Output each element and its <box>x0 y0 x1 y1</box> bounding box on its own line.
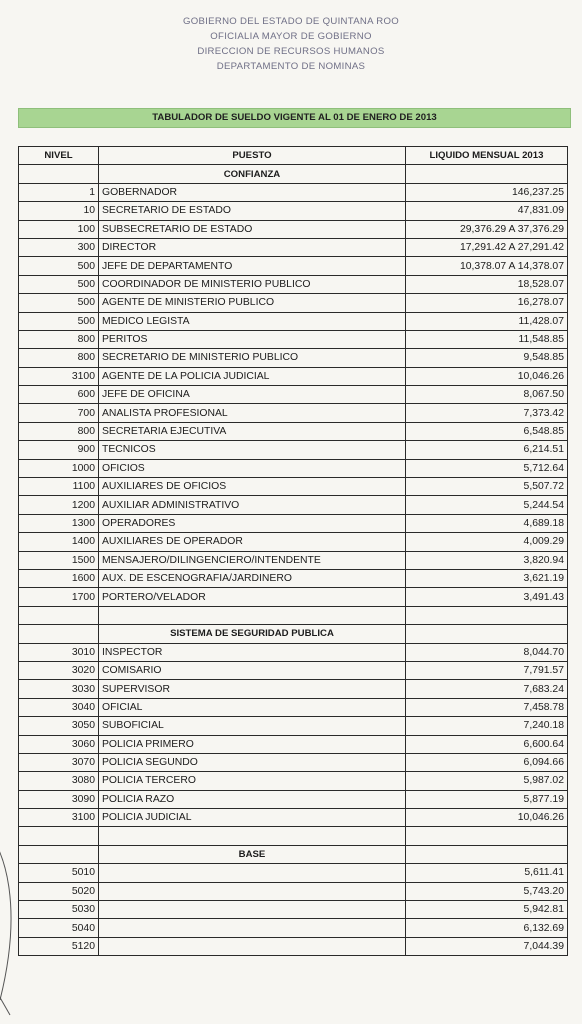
puesto-cell <box>99 937 406 955</box>
puesto-cell: SECRETARIA EJECUTIVA <box>99 422 406 440</box>
liquido-cell: 5,877.19 <box>406 790 568 808</box>
nivel-cell: 3070 <box>19 753 99 771</box>
puesto-cell: AUXILIARES DE OPERADOR <box>99 533 406 551</box>
section-title: CONFIANZA <box>99 165 406 183</box>
table-row <box>19 901 568 919</box>
puesto-cell: JEFE DE DEPARTAMENTO <box>99 257 406 275</box>
puesto-cell: SECRETARIO DE MINISTERIO PUBLICO <box>99 349 406 367</box>
liquido-cell: 7,683.24 <box>406 680 568 698</box>
nivel-cell: 1300 <box>19 514 99 532</box>
nivel-cell: 3040 <box>19 698 99 716</box>
table-row <box>19 183 568 201</box>
blank-row <box>19 827 568 845</box>
table-row <box>19 514 568 532</box>
puesto-cell <box>99 882 406 900</box>
puesto-cell: PERITOS <box>99 330 406 348</box>
document-title-banner: TABULADOR DE SUELDO VIGENTE AL 01 DE ENERO DE 2013 <box>18 108 571 128</box>
table-row <box>19 257 568 275</box>
column-header-liquido: LIQUIDO MENSUAL 2013 <box>406 147 568 165</box>
table-row <box>19 349 568 367</box>
puesto-cell: MEDICO LEGISTA <box>99 312 406 330</box>
puesto-cell: SUBOFICIAL <box>99 717 406 735</box>
table-row <box>19 643 568 661</box>
table-row <box>19 459 568 477</box>
nivel-cell: 1400 <box>19 533 99 551</box>
liquido-cell: 5,942.81 <box>406 901 568 919</box>
nivel-cell: 3100 <box>19 367 99 385</box>
liquido-cell: 17,291.42 A 27,291.42 <box>406 238 568 256</box>
nivel-cell: 1200 <box>19 496 99 514</box>
liquido-cell: 146,237.25 <box>406 183 568 201</box>
puesto-cell: POLICIA PRIMERO <box>99 735 406 753</box>
puesto-cell: SUBSECRETARIO DE ESTADO <box>99 220 406 238</box>
nivel-cell: 3060 <box>19 735 99 753</box>
table-row <box>19 294 568 312</box>
nivel-cell: 100 <box>19 220 99 238</box>
table-row <box>19 404 568 422</box>
puesto-cell: AUXILIAR ADMINISTRATIVO <box>99 496 406 514</box>
nivel-cell: 5020 <box>19 882 99 900</box>
table-row <box>19 533 568 551</box>
table-row <box>19 478 568 496</box>
table-row <box>19 238 568 256</box>
table-row <box>19 569 568 587</box>
liquido-cell: 8,067.50 <box>406 386 568 404</box>
section-liquido-cell <box>406 845 568 863</box>
table-row <box>19 919 568 937</box>
table-body <box>19 165 568 956</box>
nivel-cell: 3080 <box>19 772 99 790</box>
puesto-cell: COORDINADOR DE MINISTERIO PUBLICO <box>99 275 406 293</box>
table-row <box>19 735 568 753</box>
section-liquido-cell <box>406 625 568 643</box>
table-row <box>19 680 568 698</box>
table-row <box>19 551 568 569</box>
liquido-cell: 16,278.07 <box>406 294 568 312</box>
blank-cell <box>406 827 568 845</box>
column-header-nivel: NIVEL <box>19 147 99 165</box>
liquido-cell: 7,240.18 <box>406 717 568 735</box>
nivel-cell: 1000 <box>19 459 99 477</box>
puesto-cell: MENSAJERO/DILINGENCIERO/INTENDENTE <box>99 551 406 569</box>
header-line-direction: DIRECCION DE RECURSOS HUMANOS <box>197 46 385 57</box>
puesto-cell: POLICIA JUDICIAL <box>99 809 406 827</box>
section-row <box>19 165 568 183</box>
liquido-cell: 5,611.41 <box>406 864 568 882</box>
liquido-cell: 29,376.29 A 37,376.29 <box>406 220 568 238</box>
nivel-cell: 1500 <box>19 551 99 569</box>
puesto-cell: POLICIA RAZO <box>99 790 406 808</box>
table-row <box>19 422 568 440</box>
puesto-cell: GOBERNADOR <box>99 183 406 201</box>
puesto-cell: COMISARIO <box>99 661 406 679</box>
blank-cell <box>99 827 406 845</box>
nivel-cell: 3090 <box>19 790 99 808</box>
liquido-cell: 10,046.26 <box>406 367 568 385</box>
puesto-cell: PORTERO/VELADOR <box>99 588 406 606</box>
table-row <box>19 772 568 790</box>
nivel-cell: 800 <box>19 330 99 348</box>
table-row <box>19 496 568 514</box>
puesto-cell <box>99 919 406 937</box>
liquido-cell: 4,009.29 <box>406 533 568 551</box>
liquido-cell: 11,548.85 <box>406 330 568 348</box>
liquido-cell: 7,044.39 <box>406 937 568 955</box>
puesto-cell: SUPERVISOR <box>99 680 406 698</box>
blank-cell <box>19 606 99 624</box>
header-line-department: DEPARTAMENTO DE NOMINAS <box>216 61 366 72</box>
table-row <box>19 698 568 716</box>
liquido-cell: 5,507.72 <box>406 478 568 496</box>
column-header-puesto: PUESTO <box>99 147 406 165</box>
liquido-cell: 47,831.09 <box>406 202 568 220</box>
nivel-cell: 1100 <box>19 478 99 496</box>
liquido-cell: 7,373.42 <box>406 404 568 422</box>
puesto-cell: ANALISTA PROFESIONAL <box>99 404 406 422</box>
liquido-cell: 9,548.85 <box>406 349 568 367</box>
nivel-cell: 500 <box>19 294 99 312</box>
nivel-cell: 3100 <box>19 809 99 827</box>
table-row <box>19 661 568 679</box>
liquido-cell: 8,044.70 <box>406 643 568 661</box>
liquido-cell: 10,046.26 <box>406 809 568 827</box>
puesto-cell: OFICIOS <box>99 459 406 477</box>
nivel-cell: 800 <box>19 349 99 367</box>
nivel-cell: 300 <box>19 238 99 256</box>
liquido-cell: 6,214.51 <box>406 441 568 459</box>
puesto-cell: INSPECTOR <box>99 643 406 661</box>
liquido-cell: 6,548.85 <box>406 422 568 440</box>
liquido-cell: 4,689.18 <box>406 514 568 532</box>
puesto-cell: DIRECTOR <box>99 238 406 256</box>
liquido-cell: 6,132.69 <box>406 919 568 937</box>
nivel-cell: 3050 <box>19 717 99 735</box>
puesto-cell <box>99 864 406 882</box>
liquido-cell: 7,458.78 <box>406 698 568 716</box>
puesto-cell <box>99 901 406 919</box>
liquido-cell: 6,094.66 <box>406 753 568 771</box>
table-row <box>19 753 568 771</box>
nivel-cell: 500 <box>19 312 99 330</box>
nivel-cell: 1700 <box>19 588 99 606</box>
blank-cell <box>19 827 99 845</box>
salary-table <box>18 146 568 956</box>
section-nivel-cell <box>19 625 99 643</box>
nivel-cell: 5030 <box>19 901 99 919</box>
puesto-cell: JEFE DE OFICINA <box>99 386 406 404</box>
nivel-cell: 10 <box>19 202 99 220</box>
puesto-cell: AGENTE DE LA POLICIA JUDICIAL <box>99 367 406 385</box>
liquido-cell: 5,712.64 <box>406 459 568 477</box>
liquido-cell: 5,987.02 <box>406 772 568 790</box>
table-row <box>19 275 568 293</box>
table-row <box>19 312 568 330</box>
nivel-cell: 600 <box>19 386 99 404</box>
liquido-cell: 3,491.43 <box>406 588 568 606</box>
nivel-cell: 5120 <box>19 937 99 955</box>
puesto-cell: AUX. DE ESCENOGRAFIA/JARDINERO <box>99 569 406 587</box>
liquido-cell: 5,244.54 <box>406 496 568 514</box>
table-row <box>19 367 568 385</box>
puesto-cell: POLICIA TERCERO <box>99 772 406 790</box>
table-row <box>19 864 568 882</box>
puesto-cell: AGENTE DE MINISTERIO PUBLICO <box>99 294 406 312</box>
table-row <box>19 809 568 827</box>
blank-cell <box>99 606 406 624</box>
puesto-cell: SECRETARIO DE ESTADO <box>99 202 406 220</box>
nivel-cell: 3010 <box>19 643 99 661</box>
margin-stamp-mark <box>0 800 20 1020</box>
section-liquido-cell <box>406 165 568 183</box>
section-nivel-cell <box>19 845 99 863</box>
header-line-government: GOBIERNO DEL ESTADO DE QUINTANA ROO <box>182 16 400 27</box>
nivel-cell: 500 <box>19 257 99 275</box>
nivel-cell: 3020 <box>19 661 99 679</box>
nivel-cell: 5010 <box>19 864 99 882</box>
table-row <box>19 717 568 735</box>
puesto-cell: AUXILIARES DE OFICIOS <box>99 478 406 496</box>
nivel-cell: 700 <box>19 404 99 422</box>
table-row <box>19 386 568 404</box>
liquido-cell: 10,378.07 A 14,378.07 <box>406 257 568 275</box>
section-title: SISTEMA DE SEGURIDAD PUBLICA <box>99 625 406 643</box>
liquido-cell: 18,528.07 <box>406 275 568 293</box>
nivel-cell: 800 <box>19 422 99 440</box>
liquido-cell: 3,621.19 <box>406 569 568 587</box>
blank-row <box>19 606 568 624</box>
document-header <box>0 14 582 74</box>
nivel-cell: 500 <box>19 275 99 293</box>
section-nivel-cell <box>19 165 99 183</box>
table-row <box>19 790 568 808</box>
table-header-row <box>19 147 568 165</box>
nivel-cell: 3030 <box>19 680 99 698</box>
section-row <box>19 845 568 863</box>
nivel-cell: 5040 <box>19 919 99 937</box>
section-title: BASE <box>99 845 406 863</box>
puesto-cell: TECNICOS <box>99 441 406 459</box>
table-row <box>19 330 568 348</box>
liquido-cell: 11,428.07 <box>406 312 568 330</box>
header-line-office: OFICIALIA MAYOR DE GOBIERNO <box>210 31 372 42</box>
liquido-cell: 6,600.64 <box>406 735 568 753</box>
table-row <box>19 588 568 606</box>
puesto-cell: OPERADORES <box>99 514 406 532</box>
nivel-cell: 1 <box>19 183 99 201</box>
liquido-cell: 7,791.57 <box>406 661 568 679</box>
puesto-cell: POLICIA SEGUNDO <box>99 753 406 771</box>
nivel-cell: 900 <box>19 441 99 459</box>
liquido-cell: 5,743.20 <box>406 882 568 900</box>
nivel-cell: 1600 <box>19 569 99 587</box>
section-row <box>19 625 568 643</box>
liquido-cell: 3,820.94 <box>406 551 568 569</box>
table-row <box>19 882 568 900</box>
table-row <box>19 220 568 238</box>
table-row <box>19 202 568 220</box>
puesto-cell: OFICIAL <box>99 698 406 716</box>
table-row <box>19 937 568 955</box>
table-row <box>19 441 568 459</box>
blank-cell <box>406 606 568 624</box>
